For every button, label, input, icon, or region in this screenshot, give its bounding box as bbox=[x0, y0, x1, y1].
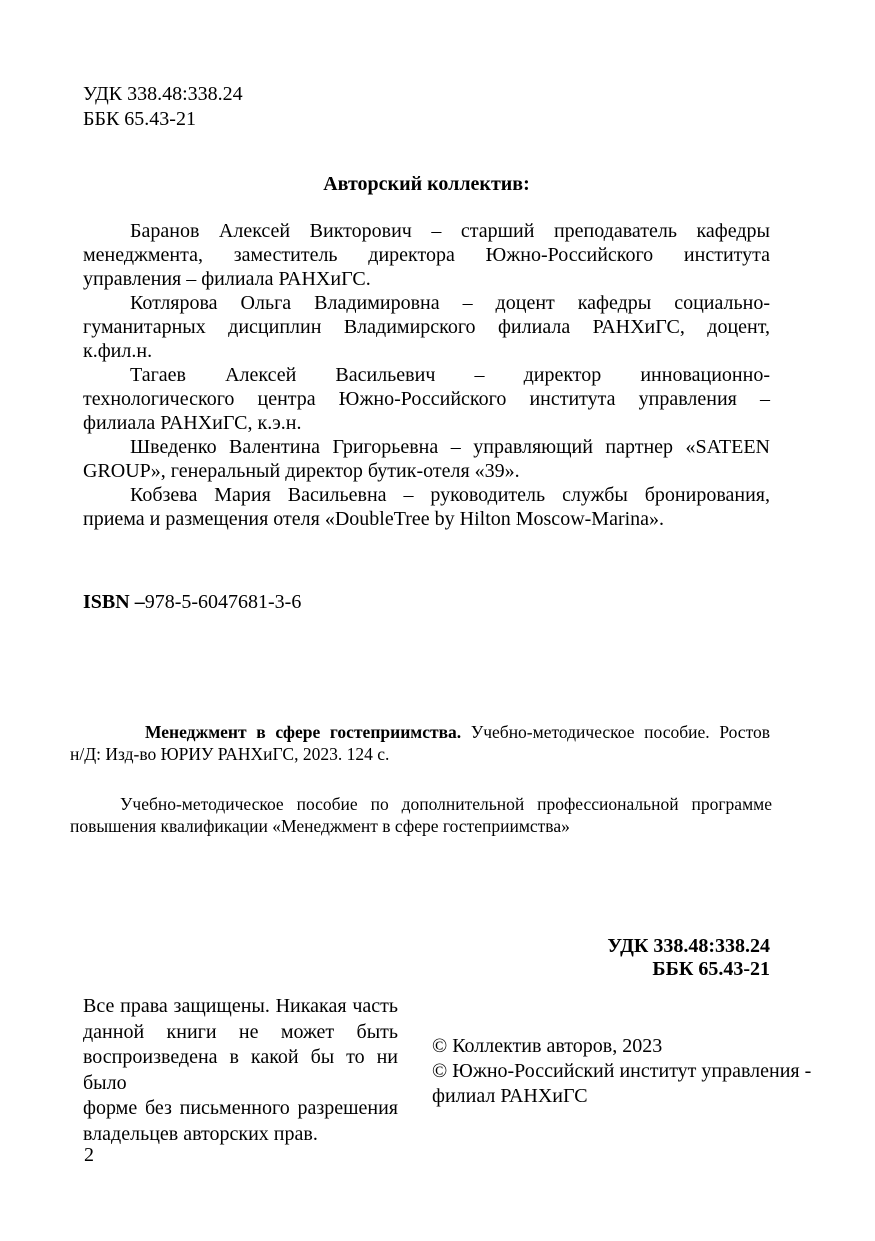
bbk-code-bottom: ББК 65.43-21 bbox=[652, 957, 770, 980]
author-paragraph bbox=[83, 363, 770, 435]
text-line: управления – филиала РАНХиГС. bbox=[83, 268, 371, 290]
page-number: 2 bbox=[84, 1144, 94, 1166]
copyright-block bbox=[432, 1034, 811, 1109]
text-line: владельцев авторских прав. bbox=[83, 1122, 318, 1145]
text-line: форме без письменного разрешения bbox=[83, 1097, 398, 1119]
author-paragraph bbox=[83, 219, 770, 291]
copyright-line: филиал РАНХиГС bbox=[432, 1085, 588, 1107]
text-line: Шведенко Валентина Григорьевна – управляющий партнер «SATEEN bbox=[130, 436, 770, 458]
author-paragraph bbox=[83, 483, 770, 531]
bottom-codes-block bbox=[83, 935, 770, 980]
bbk-code-top: ББК 65.43-21 bbox=[83, 108, 196, 130]
text-line: Тагаев Алексей Васильевич – директор инновационно- bbox=[130, 364, 770, 386]
text-line: гуманитарных дисциплин Владимирского филиала РАНХиГС, доцент, bbox=[83, 316, 770, 338]
rights-notice bbox=[83, 994, 398, 1147]
top-codes-block bbox=[83, 82, 243, 132]
annotation-paragraph bbox=[70, 722, 770, 765]
isbn-line bbox=[83, 590, 301, 614]
program-paragraph bbox=[70, 794, 772, 837]
udk-code-bottom: УДК 338.48:338.24 bbox=[607, 935, 770, 957]
text-line: Баранов Алексей Викторович – старший преподаватель кафедры bbox=[130, 220, 770, 242]
udk-code-top: УДК 338.48:338.24 bbox=[83, 83, 243, 105]
annotation-title: Менеджмент в сфере гостеприимства. bbox=[145, 722, 462, 742]
authors-block bbox=[83, 219, 770, 531]
author-paragraph bbox=[83, 435, 770, 483]
text-line: Учебно-методическое пособие по дополнительной профессиональной программе bbox=[120, 794, 772, 814]
annotation-rest: Учебно-методическое пособие. Ростов bbox=[470, 722, 771, 742]
isbn-number: 978-5-6047681-3-6 bbox=[144, 591, 302, 613]
authors-heading: Авторский коллектив: bbox=[323, 173, 530, 195]
isbn-label: ISBN – bbox=[83, 591, 145, 613]
text-line: технологического центра Южно-Российского института управления – bbox=[83, 388, 770, 410]
text-line: Котлярова Ольга Владимировна – доцент кафедры социально- bbox=[130, 292, 770, 314]
text-line: приема и размещения отеля «DoubleTree by Hilton Moscow-Marina». bbox=[83, 508, 665, 530]
copyright-line: © Южно-Российский институт управления - bbox=[432, 1060, 812, 1082]
copyright-line: © Коллектив авторов, 2023 bbox=[432, 1035, 663, 1057]
text-line: Все права защищены. Никакая часть bbox=[83, 995, 398, 1017]
text-line: данной книги не может быть bbox=[83, 1020, 398, 1043]
text-line: воспроизведена в какой бы то ни было bbox=[83, 1046, 398, 1094]
text-line bbox=[70, 722, 770, 744]
text-line: повышения квалификации «Менеджмент в сфере гостеприимства» bbox=[70, 815, 570, 836]
text-line: GROUP», генеральный директор бутик-отеля «39». bbox=[83, 460, 520, 482]
text-line: менеджмента, заместитель директора Южно-Российского института bbox=[83, 244, 770, 266]
text-line: филиала РАНХиГС, к.э.н. bbox=[83, 412, 302, 434]
text-line: Кобзева Мария Васильевна – руководитель службы бронирования, bbox=[130, 484, 770, 506]
author-paragraph bbox=[83, 291, 770, 363]
text-line: н/Д: Изд-во ЮРИУ РАНХиГС, 2023. 124 с. bbox=[70, 743, 390, 764]
text-line: к.фил.н. bbox=[83, 340, 153, 362]
